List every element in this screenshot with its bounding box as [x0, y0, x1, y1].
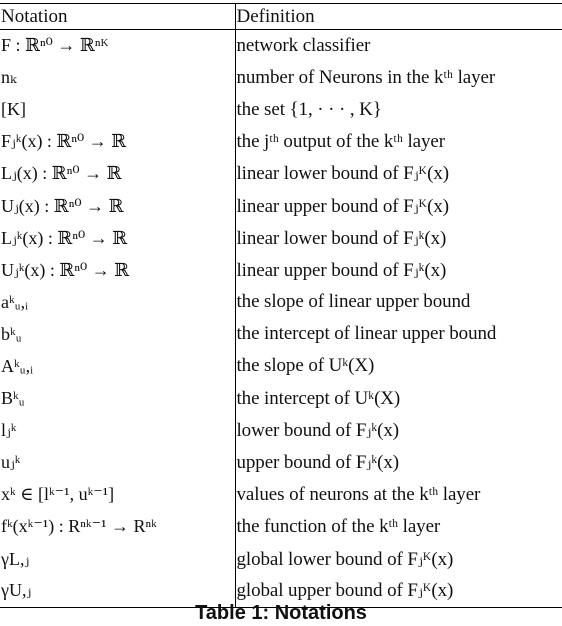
definition-cell: the intercept of linear upper bound [236, 323, 497, 345]
notation-cell: Bᵏᵤ [0, 383, 235, 415]
table-row [0, 318, 562, 350]
definition-cell: linear upper bound of Fⱼᵏ(x) [236, 259, 447, 281]
table-row [0, 479, 562, 511]
definition-cell: the function of the kᵗʰ layer [236, 515, 441, 537]
table-body [0, 30, 562, 608]
table-row [0, 158, 562, 190]
table-row [0, 222, 562, 254]
definition-cell: lower bound of Fⱼᵏ(x) [236, 420, 399, 442]
notation-cell: γL,ⱼ [0, 543, 235, 575]
table-row [0, 350, 562, 382]
notation-cell: Aᵏᵤ,ᵢ [0, 350, 235, 382]
definition-cell: global lower bound of Fⱼᴷ(x) [236, 548, 454, 570]
definition-cell: the intercept of Uᵏ(X) [236, 387, 401, 409]
table-row [0, 94, 562, 126]
definition-cell: values of neurons at the kᵗʰ layer [236, 483, 481, 505]
notation-cell: F : ℝⁿ⁰ → ℝⁿᴷ [0, 30, 235, 62]
notation-cell: γU,ⱼ [0, 575, 235, 607]
notation-cell: Fⱼᵏ(x) : ℝⁿ⁰ → ℝ [0, 126, 235, 158]
table-row [0, 126, 562, 158]
table-row [0, 543, 562, 575]
notation-cell: bᵏᵤ [0, 318, 235, 350]
definition-cell: linear lower bound of Fⱼᵏ(x) [236, 227, 447, 249]
table-row [0, 190, 562, 222]
table-row [0, 62, 562, 94]
table-row [0, 415, 562, 447]
definition-cell: the jᵗʰ output of the kᵗʰ layer [236, 130, 445, 152]
table-row [0, 511, 562, 543]
table-caption: Table 1: Notations [195, 602, 367, 624]
table-row [0, 383, 562, 415]
notation-cell: Lⱼᵏ(x) : ℝⁿ⁰ → ℝ [0, 222, 235, 254]
table-row [0, 254, 562, 286]
notation-cell: Lⱼ(x) : ℝⁿ⁰ → ℝ [0, 158, 235, 190]
notation-table [0, 3, 562, 608]
definition-cell: the set {1, · · · , K} [236, 98, 382, 120]
notation-cell: uⱼᵏ [0, 447, 235, 479]
notation-cell: aᵏᵤ,ᵢ [0, 286, 235, 318]
table-header-row [0, 4, 562, 30]
notation-cell: Uⱼ(x) : ℝⁿ⁰ → ℝ [0, 190, 235, 222]
column-header-notation: Notation [0, 4, 235, 30]
notation-cell: fᵏ(xᵏ⁻¹) : Rⁿᵏ⁻¹ → Rⁿᵏ [0, 511, 235, 543]
definition-cell: the slope of linear upper bound [236, 291, 471, 313]
notation-cell: nₖ [0, 62, 235, 94]
column-header-definition: Definition [235, 4, 562, 30]
table-row [0, 286, 562, 318]
definition-cell: the slope of Uᵏ(X) [236, 355, 375, 377]
definition-cell: linear lower bound of Fⱼᴷ(x) [236, 163, 449, 185]
definition-cell: linear upper bound of Fⱼᴷ(x) [236, 195, 449, 217]
notation-cell: Uⱼᵏ(x) : ℝⁿ⁰ → ℝ [0, 254, 235, 286]
notation-cell: lⱼᵏ [0, 415, 235, 447]
definition-cell: network classifier [236, 34, 371, 56]
definition-cell: upper bound of Fⱼᵏ(x) [236, 452, 399, 474]
definition-cell: global upper bound of Fⱼᴷ(x) [235, 575, 562, 607]
table-row [0, 30, 562, 62]
notation-cell: [K] [0, 94, 235, 126]
notation-cell: xᵏ ∈ [lᵏ⁻¹, uᵏ⁻¹] [0, 479, 235, 511]
definition-cell: number of Neurons in the kᵗʰ layer [236, 66, 496, 88]
table-row [0, 447, 562, 479]
